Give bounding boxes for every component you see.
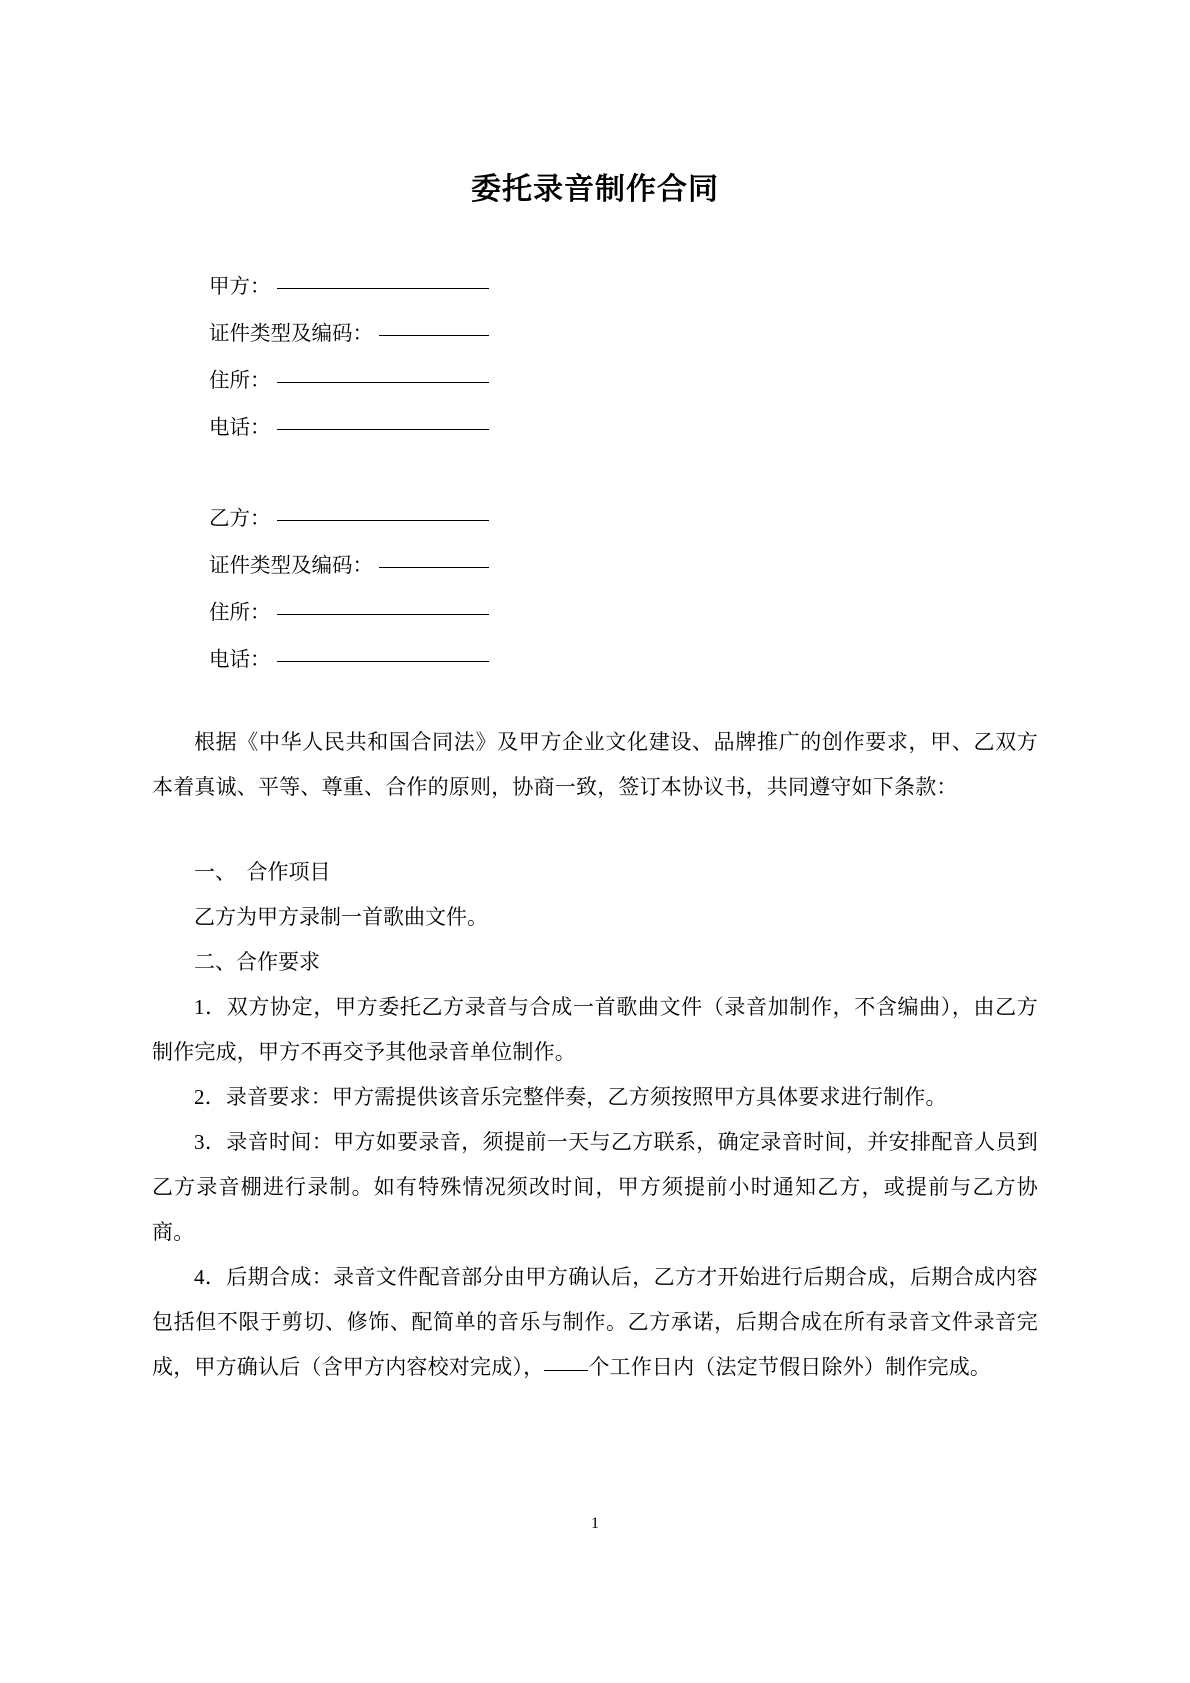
party-b-phone-row (209, 637, 1038, 684)
party-b-address-input[interactable] (277, 614, 489, 615)
party-a-block (152, 264, 1038, 452)
clause-4-text-before-blank: 4．后期合成：录音文件配音部分由甲方确认后，乙方才开始进行后期合成，后期合成内容包括但不限于剪切、修饰、配简单的音乐与制作。乙方承诺，后期合成在所有录音文件录音完成，甲方确认后（含甲方内容校对完成）， (152, 1265, 1038, 1379)
party-b-name-label: 乙方： (209, 508, 271, 530)
preamble-paragraph: 根据《中华人民共和国合同法》及甲方企业文化建设、品牌推广的创作要求，甲、乙双方本着真诚、平等、尊重、合作的原则，协商一致，签订本协议书，共同遵守如下条款： (152, 730, 1038, 799)
section-heading-1: 一、 合作项目 (194, 860, 331, 884)
page-title: 委托录音制作合同 (471, 172, 719, 207)
party-b-phone-input[interactable] (277, 661, 489, 662)
party-a-address-input[interactable] (277, 382, 489, 383)
party-b-address-row (209, 590, 1038, 637)
party-a-id-row (209, 311, 1038, 358)
party-a-name-label: 甲方： (209, 276, 271, 298)
party-b-id-input[interactable] (379, 567, 489, 568)
clause-3: 3．录音时间：甲方如要录音，须提前一天与乙方联系，确定录音时间，并安排配音人员到乙方录音棚进行录制。如有特殊情况须改时间，甲方须提前小时通知乙方，或提前与乙方协商。 (152, 1130, 1038, 1244)
section-heading-2: 二、合作要求 (194, 950, 320, 974)
party-a-phone-label: 电话： (209, 417, 271, 439)
party-a-name-input[interactable] (277, 288, 489, 289)
party-a-phone-input[interactable] (277, 429, 489, 430)
party-b-id-row (209, 543, 1038, 590)
party-a-name-row (209, 264, 1038, 311)
clause-4 (152, 1255, 1038, 1390)
document-content (152, 0, 1038, 1390)
clause-4-days-input[interactable] (544, 1370, 588, 1371)
party-b-phone-label: 电话： (209, 649, 271, 671)
party-b-id-label: 证件类型及编码： (209, 555, 373, 577)
party-a-address-label: 住所： (209, 370, 271, 392)
party-a-id-label: 证件类型及编码： (209, 323, 373, 345)
party-b-name-row (209, 496, 1038, 543)
clause-4-text-after-blank: 个工作日内（法定节假日除外）制作完成。 (588, 1355, 992, 1379)
document-body (152, 720, 1038, 1390)
section-body-1: 乙方为甲方录制一首歌曲文件。 (194, 905, 488, 929)
spacer (152, 810, 1038, 850)
clause-2: 2．录音要求：甲方需提供该音乐完整伴奏，乙方须按照甲方具体要求进行制作。 (194, 1085, 947, 1109)
party-b-name-input[interactable] (277, 520, 489, 521)
party-b-address-label: 住所： (209, 602, 271, 624)
page-number: 1 (591, 1515, 599, 1532)
clause-1: 1．双方协定，甲方委托乙方录音与合成一首歌曲文件（录音加制作，不含编曲），由乙方制作完成，甲方不再交予其他录音单位制作。 (152, 995, 1038, 1064)
party-a-address-row (209, 358, 1038, 405)
party-a-id-input[interactable] (379, 335, 489, 336)
party-a-phone-row (209, 405, 1038, 452)
party-b-block (152, 496, 1038, 684)
